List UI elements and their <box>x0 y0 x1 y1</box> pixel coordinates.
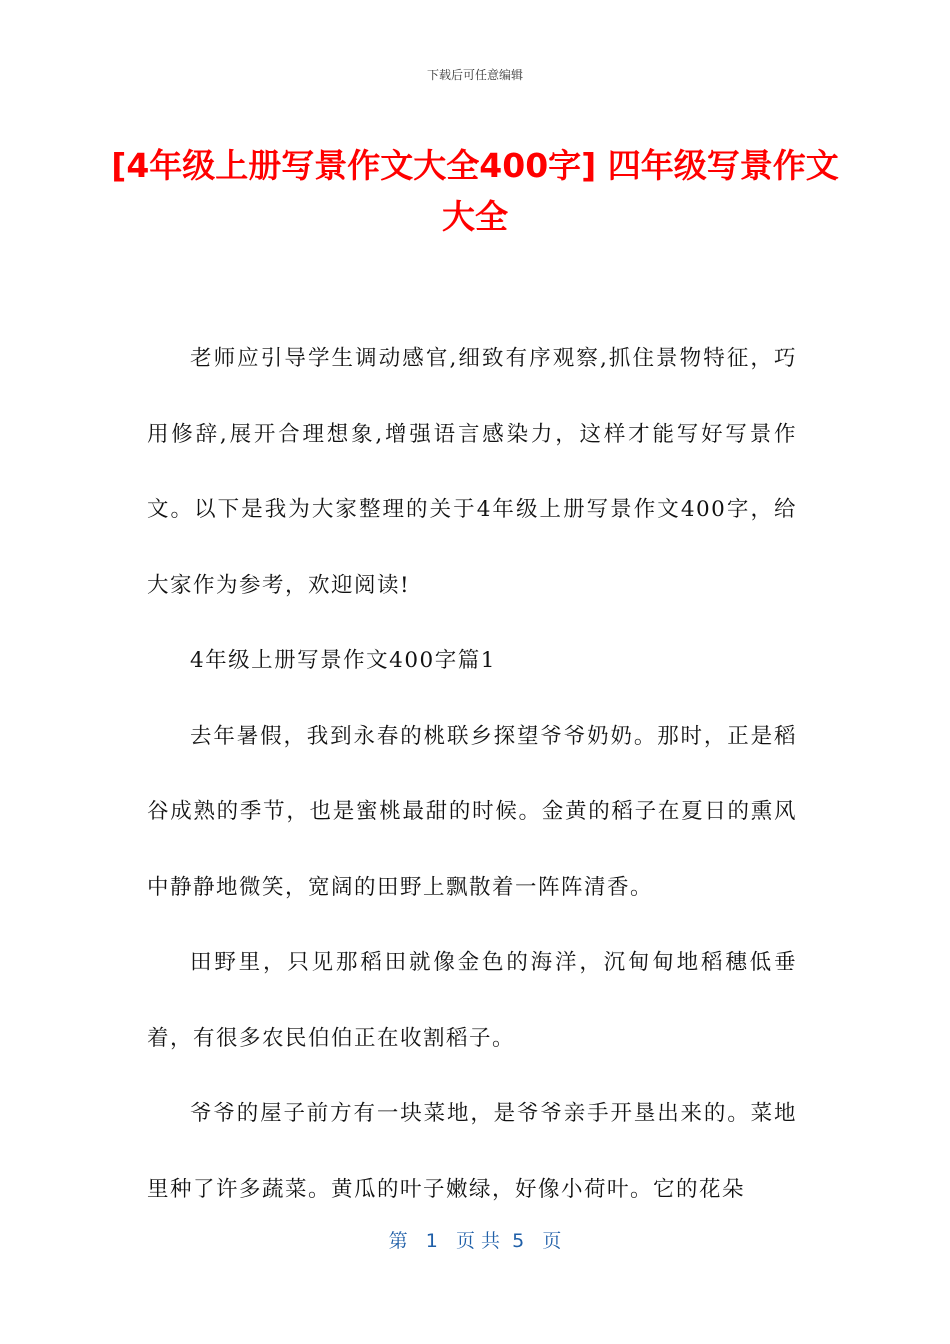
page-number-footer: 第 1 页 共 5 页 <box>388 1230 562 1252</box>
document-title: [4年级上册写景作文大全400字] 四年级写景作文大全 <box>111 146 839 236</box>
paragraph-intro: 老师应引导学生调动感官,细致有序观察,抓住景物特征，巧用修辞,展开合理想象,增强语言感染力，这样才能写好写景作文。以下是我为大家整理的关于4年级上册写景作文400字，给大家作为参考，欢迎阅读! <box>147 346 797 598</box>
header-note: 下载后可任意编辑 <box>426 68 523 82</box>
document-body <box>147 321 797 1227</box>
paragraph-3: 爷爷的屋子前方有一块菜地，是爷爷亲手开垦出来的。菜地里种了许多蔬菜。黄瓜的叶子嫩绿，好像小荷叶。它的花朵 <box>147 1101 797 1202</box>
paragraph-1: 去年暑假，我到永春的桃联乡探望爷爷奶奶。那时，正是稻谷成熟的季节，也是蜜桃最甜的时候。金黄的稻子在夏日的熏风中静静地微笑，宽阔的田野上飘散着一阵阵清香。 <box>147 723 797 900</box>
paragraph-2: 田野里，只见那稻田就像金色的海洋，沉甸甸地稻穗低垂着，有很多农民伯伯正在收割稻子。 <box>147 950 797 1051</box>
section-heading: 4年级上册写景作文400字篇1 <box>190 648 496 673</box>
